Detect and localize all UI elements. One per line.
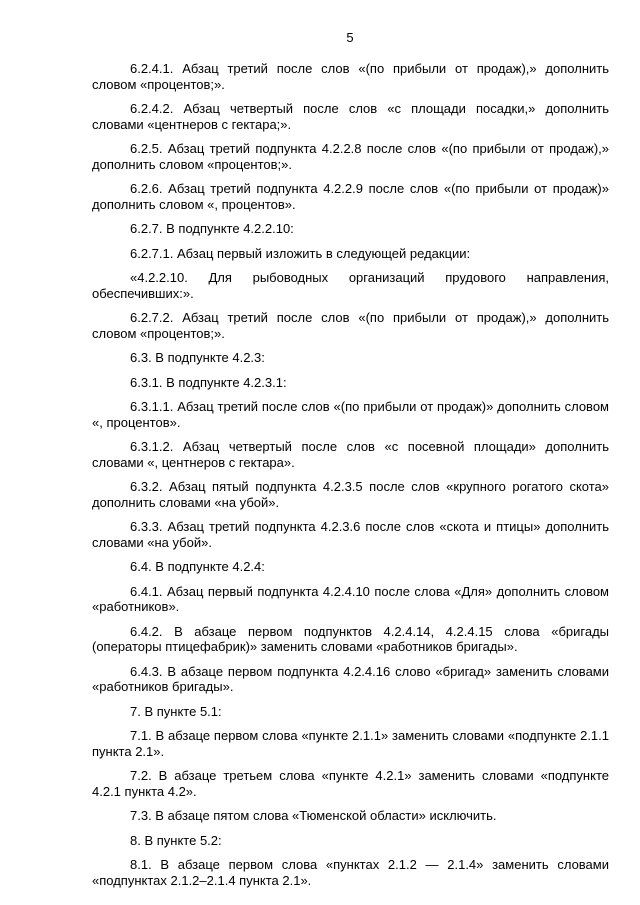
paragraph: 8. В пункте 5.2:: [130, 832, 222, 848]
paragraph: 7. В пункте 5.1:: [130, 703, 222, 719]
paragraph: 8.1. В абзаце первом слова «пунктах 2.1.2 — 2.1.4» заменить словами «подпунктах 2.1.2–2.1.4 пункта 2.1».: [92, 857, 609, 888]
paragraph: 6.2.5. Абзац третий подпункта 4.2.2.8 после слов «(по прибыли от продаж),» дополнить словом «процентов;».: [92, 141, 609, 172]
paragraph: 6.3.1.1. Абзац третий после слов «(по прибыли от продаж)» дополнить словом «, процентов».: [92, 399, 609, 430]
paragraph: 6.2.7. В подпункте 4.2.2.10:: [130, 221, 294, 236]
paragraph: 6.3.3. Абзац третий подпункта 4.2.3.6 после слов «скота и птицы» дополнить словами «на убой».: [92, 519, 609, 550]
document-body: [92, 61, 609, 888]
paragraph: 6.4. В подпункте 4.2.4:: [130, 559, 265, 574]
paragraph: 7.2. В абзаце третьем слова «пункте 4.2.1» заменить словами «подпункте 4.2.1 пункта 4.2».: [92, 768, 609, 799]
paragraph: 6.3.1.2. Абзац четвертый после слов «с посевной площади» дополнить словами «, центнеров с гектара».: [92, 439, 609, 470]
page-number: 5: [346, 30, 354, 45]
paragraph: 6.4.2. В абзаце первом подпунктов 4.2.4.14, 4.2.4.15 слова «бригады (операторы птицефабрик)» заменить словами «работников бригады».: [92, 623, 609, 654]
paragraph: 6.2.7.2. Абзац третий после слов «(по прибыли от продаж),» дополнить словом «процентов;».: [92, 310, 609, 341]
paragraph: «4.2.2.10. Для рыбоводных организаций прудового направления, обеспечивших:».: [92, 270, 609, 301]
paragraph: 6.4.3. В абзаце первом подпункта 4.2.4.16 слово «бригад» заменить словами «работников бригады».: [92, 663, 609, 694]
paragraph: 7.1. В абзаце первом слова «пункте 2.1.1» заменить словами «подпункте 2.1.1 пункта 2.1».: [92, 728, 609, 759]
paragraph: 6.2.4.2. Абзац четвертый после слов «с площади посадки,» дополнить словами «центнеров с гектара;».: [92, 101, 609, 132]
paragraph: 6.2.6. Абзац третий подпункта 4.2.2.9 после слов «(по прибыли от продаж)» дополнить словом «, процентов».: [92, 181, 609, 212]
paragraph: 6.4.1. Абзац первый подпункта 4.2.4.10 после слова «Для» дополнить словом «работников».: [92, 583, 609, 614]
paragraph: 7.3. В абзаце пятом слова «Тюменской области» исключить.: [130, 808, 497, 823]
paragraph: 6.2.7.1. Абзац первый изложить в следующей редакции:: [130, 245, 471, 261]
paragraph: 6.3.2. Абзац пятый подпункта 4.2.3.5 после слов «крупного рогатого скота» дополнить словами «на убой».: [92, 479, 609, 510]
paragraph: 6.3. В подпункте 4.2.3:: [130, 350, 265, 365]
paragraph: 6.2.4.1. Абзац третий после слов «(по прибыли от продаж),» дополнить словом «процентов;».: [92, 61, 609, 92]
paragraph: 6.3.1. В подпункте 4.2.3.1:: [130, 374, 287, 390]
